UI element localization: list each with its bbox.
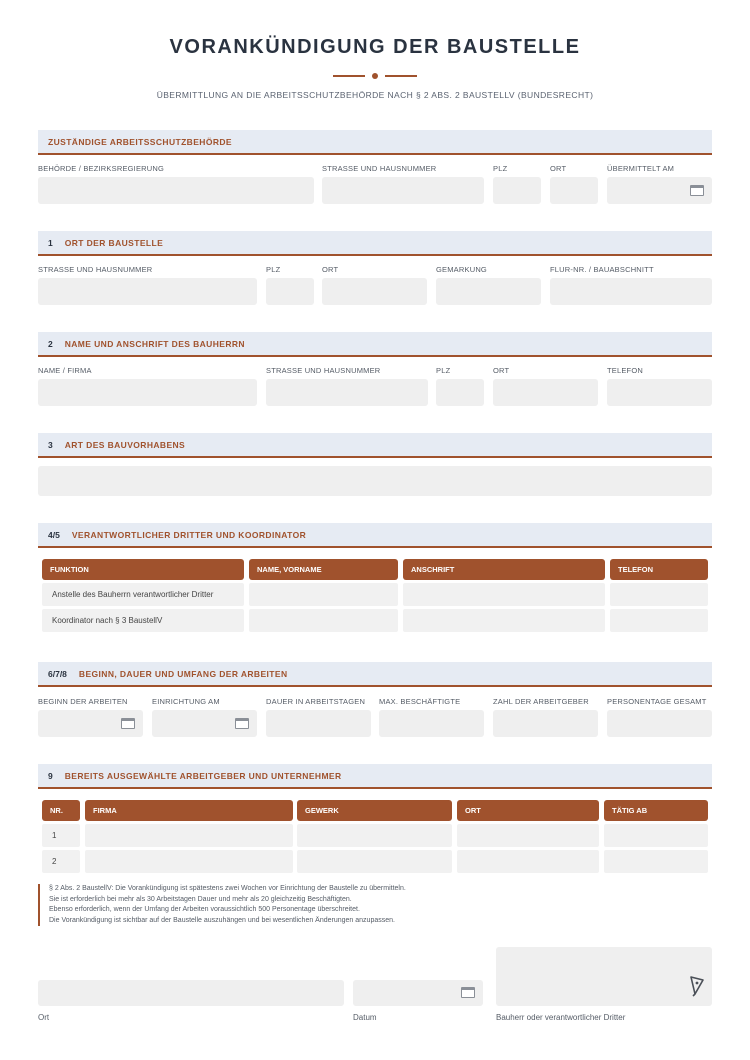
table-row-label: Koordinator nach § 3 BaustellV	[42, 609, 244, 632]
calendar-icon[interactable]	[461, 987, 475, 998]
pen-icon	[688, 975, 706, 997]
column-header: FUNKTION	[42, 559, 244, 580]
gemarkung-field[interactable]	[436, 278, 541, 305]
flur-field[interactable]	[550, 278, 712, 305]
column-header: FIRMA	[85, 800, 293, 821]
uebermittelt-date-field[interactable]	[607, 177, 712, 204]
section-header-dritter	[38, 523, 712, 548]
label-zahl: ZAHL DER ARBEITGEBER	[493, 697, 589, 706]
zahl-arbeitgeber-field[interactable]	[493, 710, 598, 737]
label-flur: FLUR-NR. / BAUABSCHNITT	[550, 265, 654, 274]
note-line: § 2 Abs. 2 BaustellV: Die Vorankündigung ist spätestens zwei Wochen vor Einrichtung der Baustelle zu übermitteln.	[49, 885, 406, 892]
label-dauer: DAUER IN ARBEITSTAGEN	[266, 697, 366, 706]
signature-label-ort: Ort	[38, 1013, 50, 1022]
bauherr-ort-field[interactable]	[493, 379, 598, 406]
label-plz: PLZ	[266, 265, 281, 274]
behoerde-field[interactable]	[38, 177, 314, 204]
label-ort: ORT	[322, 265, 339, 274]
column-header: TÄTIG AB	[604, 800, 708, 821]
bauvorhaben-field[interactable]	[38, 466, 712, 496]
page-title: VORANKÜNDIGUNG DER BAUSTELLE	[169, 36, 581, 58]
gewerk-cell[interactable]	[297, 850, 452, 873]
gewerk-cell[interactable]	[297, 824, 452, 847]
column-header: ORT	[457, 800, 599, 821]
section-header-arbeitgeber	[38, 764, 712, 789]
calendar-icon[interactable]	[690, 185, 704, 196]
ort-cell[interactable]	[457, 824, 599, 847]
table-row-label: Anstelle des Bauherrn verantwortlicher Dritter	[42, 583, 244, 606]
label-strasse: STRASSE UND HAUSNUMMER	[322, 164, 437, 173]
label-strasse: STRASSE UND HAUSNUMMER	[38, 265, 153, 274]
section-header-baustelle	[38, 231, 712, 256]
page-subtitle: ÜBERMITTLUNG AN DIE ARBEITSSCHUTZBEHÖRDE NACH § 2 ABS. 2 BAUSTELLV (BUNDESRECHT)	[156, 90, 594, 100]
section-title: ORT DER BAUSTELLE	[64, 237, 164, 248]
section-title: VERANTWORTLICHER DRITTER UND KOORDINATOR	[71, 529, 307, 540]
personentage-field[interactable]	[607, 710, 712, 737]
section-title: BEGINN, DAUER UND UMFANG DER ARBEITEN	[78, 668, 288, 679]
bauherr-telefon-field[interactable]	[607, 379, 712, 406]
label-uebermittelt: ÜBERMITTELT AM	[607, 164, 675, 173]
beginn-date-field[interactable]	[38, 710, 143, 737]
dauer-field[interactable]	[266, 710, 371, 737]
column-header: NAME, VORNAME	[249, 559, 398, 580]
koordinator-name-cell[interactable]	[249, 609, 398, 632]
label-strasse: STRASSE UND HAUSNUMMER	[266, 366, 381, 375]
column-header: GEWERK	[297, 800, 452, 821]
section-title: BEREITS AUSGEWÄHLTE ARBEITGEBER UND UNTERNEHMER	[64, 770, 342, 781]
dritter-name-cell[interactable]	[249, 583, 398, 606]
note-line: Sie ist erforderlich bei mehr als 30 Arbeitstagen Dauer und mehr als 20 gleichzeitig Beschäftigten.	[49, 895, 352, 903]
label-ort: ORT	[493, 366, 510, 375]
title-ornament	[333, 72, 417, 80]
firma-cell[interactable]	[85, 850, 293, 873]
signature-label-datum: Datum	[353, 1013, 377, 1022]
section-number: 1	[48, 237, 53, 248]
max-beschaeftigte-field[interactable]	[379, 710, 484, 737]
signature-date-field[interactable]	[353, 980, 483, 1006]
label-einrichtung: EINRICHTUNG AM	[152, 697, 220, 706]
section-number: 4/5	[48, 529, 60, 540]
section-number: 3	[48, 439, 53, 450]
authority-plz-field[interactable]	[493, 177, 541, 204]
column-header: NR.	[42, 800, 80, 821]
dritter-anschrift-cell[interactable]	[403, 583, 605, 606]
site-plz-field[interactable]	[266, 278, 314, 305]
label-telefon: TELEFON	[607, 366, 643, 375]
section-title: ART DES BAUVORHABENS	[64, 439, 186, 450]
label-name: NAME / FIRMA	[38, 366, 92, 375]
section-header-authority	[38, 130, 712, 155]
taetig-ab-cell[interactable]	[604, 850, 708, 873]
section-header-bauvorhaben	[38, 433, 712, 458]
label-behoerde: BEHÖRDE / BEZIRKSREGIERUNG	[38, 164, 165, 173]
legal-notes	[38, 884, 712, 926]
label-plz: PLZ	[493, 164, 508, 173]
column-header: ANSCHRIFT	[403, 559, 605, 580]
ort-cell[interactable]	[457, 850, 599, 873]
note-line: Ebenso erforderlich, wenn der Umfang der Arbeiten voraussichtlich 500 Personentage überschreitet.	[49, 906, 360, 913]
site-ort-field[interactable]	[322, 278, 427, 305]
firma-cell[interactable]	[85, 824, 293, 847]
signature-box[interactable]	[496, 947, 712, 1006]
section-number: 6/7/8	[48, 668, 67, 679]
label-ort: ORT	[550, 164, 567, 173]
signature-ort-field[interactable]	[38, 980, 344, 1006]
koordinator-anschrift-cell[interactable]	[403, 609, 605, 632]
bauherr-plz-field[interactable]	[436, 379, 484, 406]
label-plz: PLZ	[436, 366, 451, 375]
authority-street-field[interactable]	[322, 177, 484, 204]
calendar-icon[interactable]	[121, 718, 135, 729]
section-title: NAME UND ANSCHRIFT DES BAUHERRN	[64, 338, 245, 349]
row-number: 2	[42, 850, 80, 873]
column-header: TELEFON	[610, 559, 708, 580]
einrichtung-date-field[interactable]	[152, 710, 257, 737]
label-max: MAX. BESCHÄFTIGTE	[379, 697, 461, 706]
signature-label-bauherr: Bauherr oder verantwortlicher Dritter	[496, 1013, 626, 1022]
label-beginn: BEGINN DER ARBEITEN	[38, 697, 128, 706]
section-number: 2	[48, 338, 53, 349]
calendar-icon[interactable]	[235, 718, 249, 729]
note-line: Die Vorankündigung ist sichtbar auf der Baustelle auszuhängen und bei wesentlichen Änderungen anzupassen.	[49, 916, 395, 924]
authority-ort-field[interactable]	[550, 177, 598, 204]
site-street-field[interactable]	[38, 278, 257, 305]
bauherr-street-field[interactable]	[266, 379, 428, 406]
section-header-bauherr	[38, 332, 712, 357]
section-header-beginn	[38, 662, 712, 687]
row-number: 1	[42, 824, 80, 847]
section-number: 9	[48, 770, 53, 781]
bauherr-name-field[interactable]	[38, 379, 257, 406]
label-personentage: PERSONENTAGE GESAMT	[607, 697, 707, 706]
label-gemarkung: GEMARKUNG	[436, 265, 487, 274]
section-title: ZUSTÄNDIGE ARBEITSSCHUTZBEHÖRDE	[48, 136, 232, 147]
taetig-ab-cell[interactable]	[604, 824, 708, 847]
dritter-telefon-cell[interactable]	[610, 583, 708, 606]
koordinator-telefon-cell[interactable]	[610, 609, 708, 632]
